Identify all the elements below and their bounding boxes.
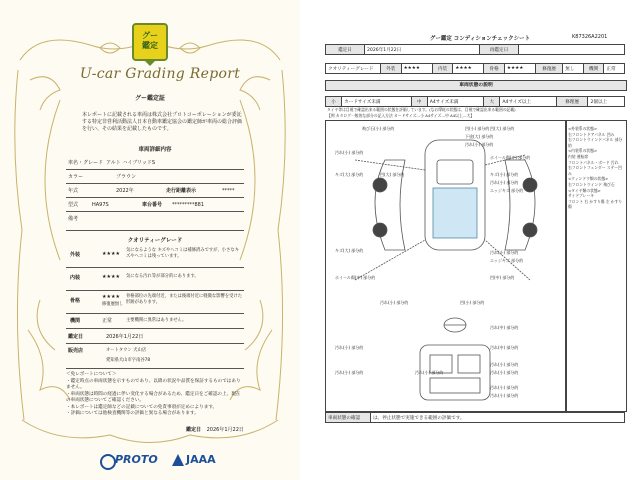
grade-cell-value: ★★★★ xyxy=(453,64,484,74)
footer-date: 2026年1月22日 xyxy=(206,427,244,433)
quality-desc: 気になるような キズやヘコミは補修済みですが、小さなキズやヘコミは残っています。 xyxy=(126,248,239,259)
jaaa-logo-icon xyxy=(172,454,184,466)
damage-callout: キズ(大) 部分的 xyxy=(335,172,364,177)
quality-label: 内装 xyxy=(70,275,81,281)
note-line: フロント 右 かすり傷 左 かすり傷 xyxy=(568,198,623,210)
row-value: アルト ハイブリッドS xyxy=(106,160,156,166)
proto-logo: PROTO xyxy=(115,453,158,466)
condition-check-sheet xyxy=(320,0,640,480)
proto-logo-icon xyxy=(100,454,116,470)
row-value-2: ***** xyxy=(222,188,235,194)
footer-date-label: 鑑定日 xyxy=(186,427,202,433)
note-line: 内装 運転席 xyxy=(568,153,589,159)
size-cell: A4サイズ未満 xyxy=(427,97,484,107)
appraisal-date-row xyxy=(66,332,244,344)
damage-callout: エッジキズ 部分的 xyxy=(490,188,524,193)
damage-callout: キズ(小) 部分的 xyxy=(490,172,519,177)
quality-desc: 骨格部位の先端付近、または後端付近に軽微な影響を受けた形跡があります。 xyxy=(126,294,243,305)
row-label: 年式 xyxy=(68,188,79,194)
goo-badge-text: グー 鑑定 xyxy=(142,31,158,50)
damage-callout: 飛び石(小) 部分的 xyxy=(362,126,395,131)
grade-cell-label: 機関 xyxy=(583,64,604,74)
right-notes xyxy=(568,126,624,210)
damage-callout: キズ(大) 部分的 xyxy=(335,248,364,253)
interior-callout: 汚れ(小) 部分的 xyxy=(415,370,444,375)
note-item: ・車両状態は時間の経過に伴い変化する場合があるため、鑑定日をご確認の上、現在の車両状態についてご確認ください。 xyxy=(66,391,241,403)
grade-cell-label: 修復歴 xyxy=(536,64,563,74)
note-line: 右フロントドアパネル 凹み xyxy=(568,131,615,137)
grade-cell-value: ★★★★ xyxy=(504,64,535,74)
sheet-code: K87326A2201 xyxy=(572,34,608,40)
vehicle-row xyxy=(66,200,244,212)
damage-callout: 汚れ(小) 部分的 xyxy=(465,142,494,147)
grading-certificate xyxy=(0,0,300,480)
row-label: 型式 xyxy=(68,202,79,208)
row-value-2: *********881 xyxy=(172,202,205,208)
row-label-2: 走行距離表示 xyxy=(166,188,197,194)
quality-stars: ★★★★ xyxy=(102,274,120,280)
dealer-label: 販売店 xyxy=(68,348,84,354)
note-line: <ウィンドウ類の状態> xyxy=(568,176,609,182)
quality-stars: 正常 xyxy=(102,318,113,324)
legend-note: タイヤ等は目視で確認出来る範囲の状態を評価しています。(なお摩耗の状態は、目視で確認出来る範囲の記載) xyxy=(327,107,516,112)
interior-callout: 汚れ(小) 部分的 xyxy=(490,370,519,375)
footer-text: は、停止状態で実施できる範囲の評価です。 xyxy=(371,413,625,423)
dealer-row xyxy=(66,346,244,369)
interior-callout: 汚れ(小) 部分的 xyxy=(490,385,519,390)
quality-label: 機関 xyxy=(70,318,81,324)
note-line: 右フロントウインド 飛び石 xyxy=(568,181,615,187)
damage-callout: ホイール傷(中) 部分的 xyxy=(490,155,531,160)
interior-callout: 汚れ(小) 部分的 xyxy=(335,345,364,350)
footer-date-block xyxy=(186,426,244,433)
grade-label: クオリティーグレード xyxy=(326,64,381,74)
note-line: <タイヤ類の状態> xyxy=(568,187,601,193)
size-cell: カードサイズ未満 xyxy=(342,97,411,107)
note-item: ・本レポートは鑑定師などの記載についての免責事項が定めによります。 xyxy=(66,404,218,410)
quality-desc: 気になる汚れ等が部分的にあります。 xyxy=(126,274,199,279)
damage-callout: 汚れ(小) 部分的 xyxy=(335,150,364,155)
quality-title: クオリティーグレード xyxy=(127,238,183,244)
interior-callout: 汚れ(小) 部分的 xyxy=(490,362,519,367)
size-legend-table xyxy=(325,96,625,107)
grade-cell-value: 正常 xyxy=(604,64,625,74)
damage-callout: 汚れ(小) 部分的 xyxy=(490,180,519,185)
damage-callout: 凹(小) 部分的 xyxy=(465,126,490,131)
row-label: 車名・グレード xyxy=(68,160,104,166)
car-diagram xyxy=(325,120,565,410)
note-line: 右フロントフェンダー ステー凹み xyxy=(568,165,622,176)
note-item: ・鑑定時点の車両状態を示すものであり、以降の状況や品質を保証するものではありません。 xyxy=(66,378,241,390)
appraisal-date-value: 2026年1月22日 xyxy=(106,334,144,340)
quality-grade-table xyxy=(325,63,625,74)
damage-callout: 下塗(大) 部分的 xyxy=(465,134,494,139)
size-cell: 小 xyxy=(326,97,342,107)
dealer-name: オートタウン 犬山店 xyxy=(106,348,147,353)
vehicle-row xyxy=(66,214,244,231)
interior-callout: 汚れ(中) 部分的 xyxy=(490,325,519,330)
grade-note-value: 2個以上 xyxy=(588,97,625,107)
reappraisal-label: 再鑑定日 xyxy=(480,45,519,55)
row-label-2: 車台番号 xyxy=(142,202,163,208)
sheet-title: グー鑑定 コンディションチェックシート xyxy=(429,36,531,42)
size-cell: 大 xyxy=(484,97,500,107)
certificate-title: U-car Grading Report xyxy=(79,66,241,82)
grade-cell-value: ★★★★ xyxy=(401,64,432,74)
size-cell: A4サイズ以上 xyxy=(500,97,557,107)
reappraisal-value xyxy=(519,45,625,55)
certificate-subtitle: グー鑑定証 xyxy=(134,95,165,102)
note-line: フロントパネル・ボード 汚れ xyxy=(568,159,619,165)
size-cell: 中 xyxy=(411,97,427,107)
note-line: <内装系の状態> xyxy=(568,148,598,154)
grade-note-label: 修理歴 xyxy=(556,97,588,107)
row-label: 備考 xyxy=(68,216,79,222)
row-value: 2022年 xyxy=(116,188,134,194)
footer-label: 車両状態の確認 xyxy=(326,413,371,423)
damage-callout: 凹(中) 部分的 xyxy=(490,275,515,280)
interior-callout: 汚れ(中) 部分的 xyxy=(490,345,519,350)
interior-callout: 汚れ(小) 部分的 xyxy=(490,393,519,398)
damage-callout: 凹(大) 部分的 xyxy=(380,172,405,177)
vehicle-row xyxy=(66,158,244,170)
row-value: HA97S xyxy=(92,202,109,208)
grade-cell-label: 内装 xyxy=(432,64,453,74)
row-label: カラー xyxy=(68,174,84,180)
vehicle-row xyxy=(66,172,244,184)
note-item: ・評価については他検査機関等の評価と異なる場合があります。 xyxy=(66,411,199,416)
interior-callout: 汚れ(小) 部分的 xyxy=(335,370,364,375)
dealer-address: 愛知県犬山市字南谷78 xyxy=(106,358,151,363)
certificate-intro: 本レポートに記載される車両は株式会社プロトコーポレーションが委託する特定非営利活動法人日本自動車鑑定協会の鑑定師が車両の総合評価を行い、その結果を記載したものです。 xyxy=(82,112,243,132)
note-line: サイドブレーキ xyxy=(568,193,595,199)
quality-stars: ★★★★ xyxy=(102,294,120,300)
grade-cell-value: 無し xyxy=(563,64,584,74)
damage-callout: 凹(小) 部分的 xyxy=(460,300,485,305)
row-value: ブラウン xyxy=(116,174,137,180)
damage-callout: 汚れ(小) 部分的 xyxy=(490,250,519,255)
damage-callout: 汚れ(小) 部分的 xyxy=(380,300,409,305)
notes-title: ＜免レポートについて＞ xyxy=(66,372,117,377)
footer-table xyxy=(325,412,625,423)
quality-row xyxy=(66,291,244,314)
quality-row xyxy=(66,245,244,268)
jaaa-logo: JAAA xyxy=(186,453,216,466)
damage-callout: ホイール傷(中) 部分的 xyxy=(335,275,376,280)
quality-row xyxy=(66,314,244,329)
quality-label: 骨格 xyxy=(70,298,81,304)
quality-stars: ★★★★ xyxy=(102,251,120,257)
legend-note-2: 【例 カタログ一般的な部分の記入方法 カードサイズ…小 A4サイズ…中 A4以上…大】 xyxy=(327,113,475,118)
note-line: 右フロントウインドパネル 部分的 xyxy=(568,137,623,148)
quality-row xyxy=(66,268,244,291)
quality-label: 外装 xyxy=(70,252,81,258)
vehicle-section-title: 車両詳細内容 xyxy=(138,147,172,153)
condition-title: 車両状態の説明 xyxy=(325,80,627,91)
quality-desc: 主要機関に異常はありません。 xyxy=(126,318,187,323)
notes xyxy=(66,372,244,418)
damage-callout: エッジキズ 部分的 xyxy=(490,258,524,263)
grade-cell-label: 骨格 xyxy=(484,64,505,74)
appraisal-label: 鑑定日 xyxy=(326,45,365,55)
appraisal-date-label: 鑑定日 xyxy=(68,334,84,340)
grade-cell-label: 外装 xyxy=(381,64,402,74)
appraisal-date: 2026年1月22日 xyxy=(365,45,480,55)
note-line: <外装系の状態> xyxy=(568,126,598,131)
appraisal-date-table xyxy=(325,44,625,55)
damage-callout: 凹(大) 部分的 xyxy=(490,126,515,131)
vehicle-row xyxy=(66,186,244,198)
quality-sub: 修復歴無し xyxy=(102,302,124,307)
